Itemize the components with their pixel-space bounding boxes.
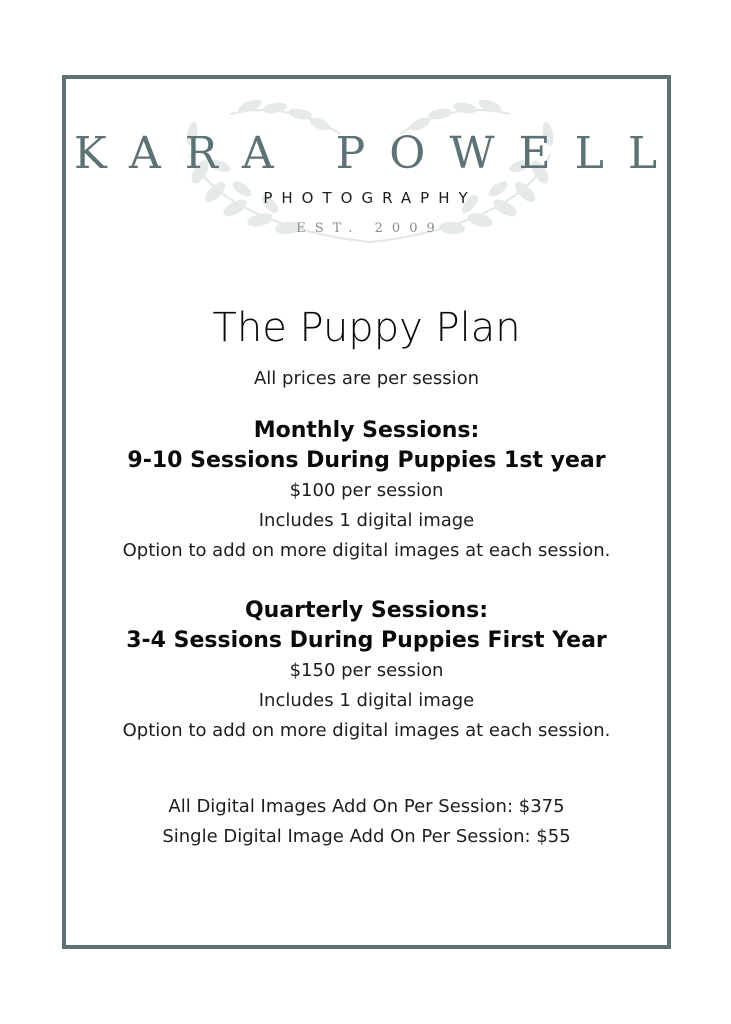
pricing-content (66, 300, 667, 852)
monthly-sessions-section (66, 416, 667, 566)
section-option: Option to add on more digital images at each session. (122, 540, 611, 561)
section-heading: Monthly Sessions: (253, 418, 480, 443)
section-includes: Includes 1 digital image (258, 510, 475, 531)
brand-logo (0, 94, 731, 254)
brand-subtitle: PHOTOGRAPHY (263, 189, 477, 207)
brand-established: EST. 2009 (296, 221, 444, 236)
section-includes: Includes 1 digital image (258, 690, 475, 711)
page-title: The Puppy Plan (212, 305, 521, 351)
addon-all-digital: All Digital Images Add On Per Session: $375 (168, 796, 565, 817)
section-subheading: 3-4 Sessions During Puppies First Year (126, 628, 607, 653)
section-price: $100 per session (289, 480, 444, 501)
pricing-note: All prices are per session (253, 368, 480, 389)
section-price: $150 per session (289, 660, 444, 681)
section-option: Option to add on more digital images at each session. (122, 720, 611, 741)
brand-name: KARA POWELL (73, 128, 682, 179)
addon-single-digital: Single Digital Image Add On Per Session: $55 (162, 826, 571, 847)
section-heading: Quarterly Sessions: (244, 598, 489, 623)
quarterly-sessions-section (66, 596, 667, 746)
section-subheading: 9-10 Sessions During Puppies 1st year (127, 448, 606, 473)
addons-section (66, 792, 667, 852)
